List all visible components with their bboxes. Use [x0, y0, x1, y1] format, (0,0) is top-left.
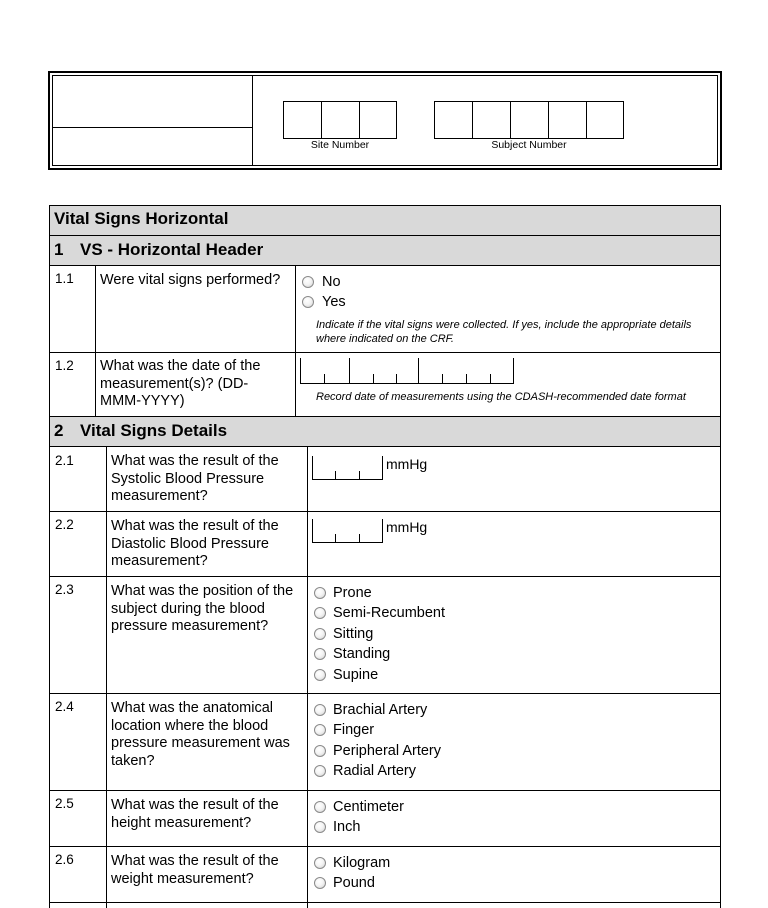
col-divider	[95, 265, 96, 417]
header-divider	[252, 76, 253, 165]
section-1-title: VS - Horizontal Header	[80, 240, 264, 259]
date-tick	[349, 358, 350, 384]
option-label: Semi-Recumbent	[333, 605, 446, 621]
date-tick	[513, 358, 514, 384]
question-text: What was the anatomical location where the blood pressure measurement was taken?	[111, 700, 290, 769]
row-divider	[49, 846, 721, 847]
question-number: 2.2	[55, 517, 74, 532]
date-entry-field[interactable]	[300, 358, 514, 384]
subject-box-divider	[586, 101, 587, 139]
entry-tick	[382, 456, 383, 480]
option-label: Standing	[333, 646, 391, 662]
site-box-divider	[321, 101, 322, 139]
entry-tick	[312, 456, 313, 480]
option-label: Kilogram	[333, 855, 391, 871]
entry-baseline	[312, 479, 383, 480]
date-tick	[490, 374, 491, 384]
question-text: What was the position of the subject during the blood pressure measurement?	[111, 583, 294, 634]
row-divider	[49, 902, 721, 903]
subject-number-boxes[interactable]	[434, 101, 624, 139]
row-divider	[49, 511, 721, 512]
option-label: Sitting	[333, 626, 374, 642]
radio-button[interactable]	[314, 745, 326, 757]
question-text: Were vital signs performed?	[100, 272, 281, 288]
row-divider	[49, 576, 721, 577]
header-left-divider	[53, 127, 252, 128]
form-title: Vital Signs Horizontal	[54, 209, 229, 228]
radio-button[interactable]	[314, 801, 326, 813]
section-2-rows	[49, 446, 721, 908]
entry-baseline	[312, 542, 383, 543]
entry-tick	[335, 471, 336, 480]
entry-tick	[359, 471, 360, 480]
question-text: What was the date of the measurement(s)? (DD-MMM-YYYY)	[100, 358, 261, 409]
radio-button[interactable]	[314, 821, 326, 833]
date-tick	[396, 374, 397, 384]
question-number: 1.1	[55, 271, 74, 286]
unit-label: mmHg	[386, 519, 428, 535]
question-text: What was the result of the height measurement?	[111, 797, 279, 831]
date-tick	[373, 374, 374, 384]
col-divider	[307, 446, 308, 908]
unit-label: mmHg	[386, 456, 428, 472]
col-divider	[295, 265, 296, 417]
radio-button[interactable]	[314, 607, 326, 619]
entry-tick	[382, 519, 383, 543]
date-tick	[324, 374, 325, 384]
subject-box-divider	[510, 101, 511, 139]
entry-tick	[359, 534, 360, 543]
radio-button[interactable]	[314, 877, 326, 889]
instruction-text: Indicate if the vital signs were collected. If yes, include the appropriate details where indicated on the CRF.	[316, 319, 692, 345]
option-label: Finger	[333, 722, 375, 738]
option-label: Inch	[333, 819, 361, 835]
date-tick	[442, 374, 443, 384]
date-tick	[418, 358, 419, 384]
question-number: 1.2	[55, 358, 74, 373]
instruction-text: Record date of measurements using the CDASH-recommended date format	[316, 391, 686, 403]
diastolic-entry-field[interactable]	[312, 519, 383, 543]
radio-button[interactable]	[314, 669, 326, 681]
question-text: What was the result of the Systolic Blood Pressure measurement?	[111, 453, 279, 504]
option-label: Radial Artery	[333, 763, 417, 779]
radio-button[interactable]	[302, 296, 314, 308]
option-label: Peripheral Artery	[333, 743, 441, 759]
option-label: Yes	[322, 294, 346, 310]
section-2-title: Vital Signs Details	[80, 421, 228, 440]
section-1-number: 1	[54, 240, 64, 259]
option-label: Brachial Artery	[333, 702, 428, 718]
entry-tick	[312, 519, 313, 543]
subject-box-divider	[472, 101, 473, 139]
radio-button[interactable]	[302, 276, 314, 288]
site-number-boxes[interactable]	[283, 101, 397, 139]
radio-button[interactable]	[314, 628, 326, 640]
radio-button[interactable]	[314, 765, 326, 777]
radio-button[interactable]	[314, 704, 326, 716]
radio-button[interactable]	[314, 587, 326, 599]
subject-number-caption: Subject Number	[491, 139, 567, 151]
date-tick	[466, 374, 467, 384]
site-number-caption: Site Number	[310, 139, 370, 151]
question-text: What was the result of the Diastolic Blood Pressure measurement?	[111, 518, 279, 569]
row-divider	[49, 352, 721, 353]
option-label: No	[322, 274, 341, 290]
systolic-entry-field[interactable]	[312, 456, 383, 480]
site-box-divider	[359, 101, 360, 139]
radio-button[interactable]	[314, 857, 326, 869]
question-number: 2.3	[55, 582, 74, 597]
option-label: Centimeter	[333, 799, 404, 815]
question-number: 2.4	[55, 699, 74, 714]
row-divider	[49, 790, 721, 791]
col-divider	[106, 446, 107, 908]
question-number: 2.1	[55, 453, 74, 468]
subject-box-divider	[548, 101, 549, 139]
row-divider	[49, 693, 721, 694]
question-number: 2.5	[55, 796, 74, 811]
section-2-number: 2	[54, 421, 64, 440]
option-label: Supine	[333, 667, 379, 683]
entry-tick	[335, 534, 336, 543]
radio-button[interactable]	[314, 648, 326, 660]
radio-button[interactable]	[314, 724, 326, 736]
question-number: 2.6	[55, 852, 74, 867]
option-label: Pound	[333, 875, 375, 891]
question-text: What was the result of the weight measurement?	[111, 853, 279, 887]
option-label: Prone	[333, 585, 372, 601]
date-tick	[300, 358, 301, 384]
date-baseline	[300, 383, 514, 384]
